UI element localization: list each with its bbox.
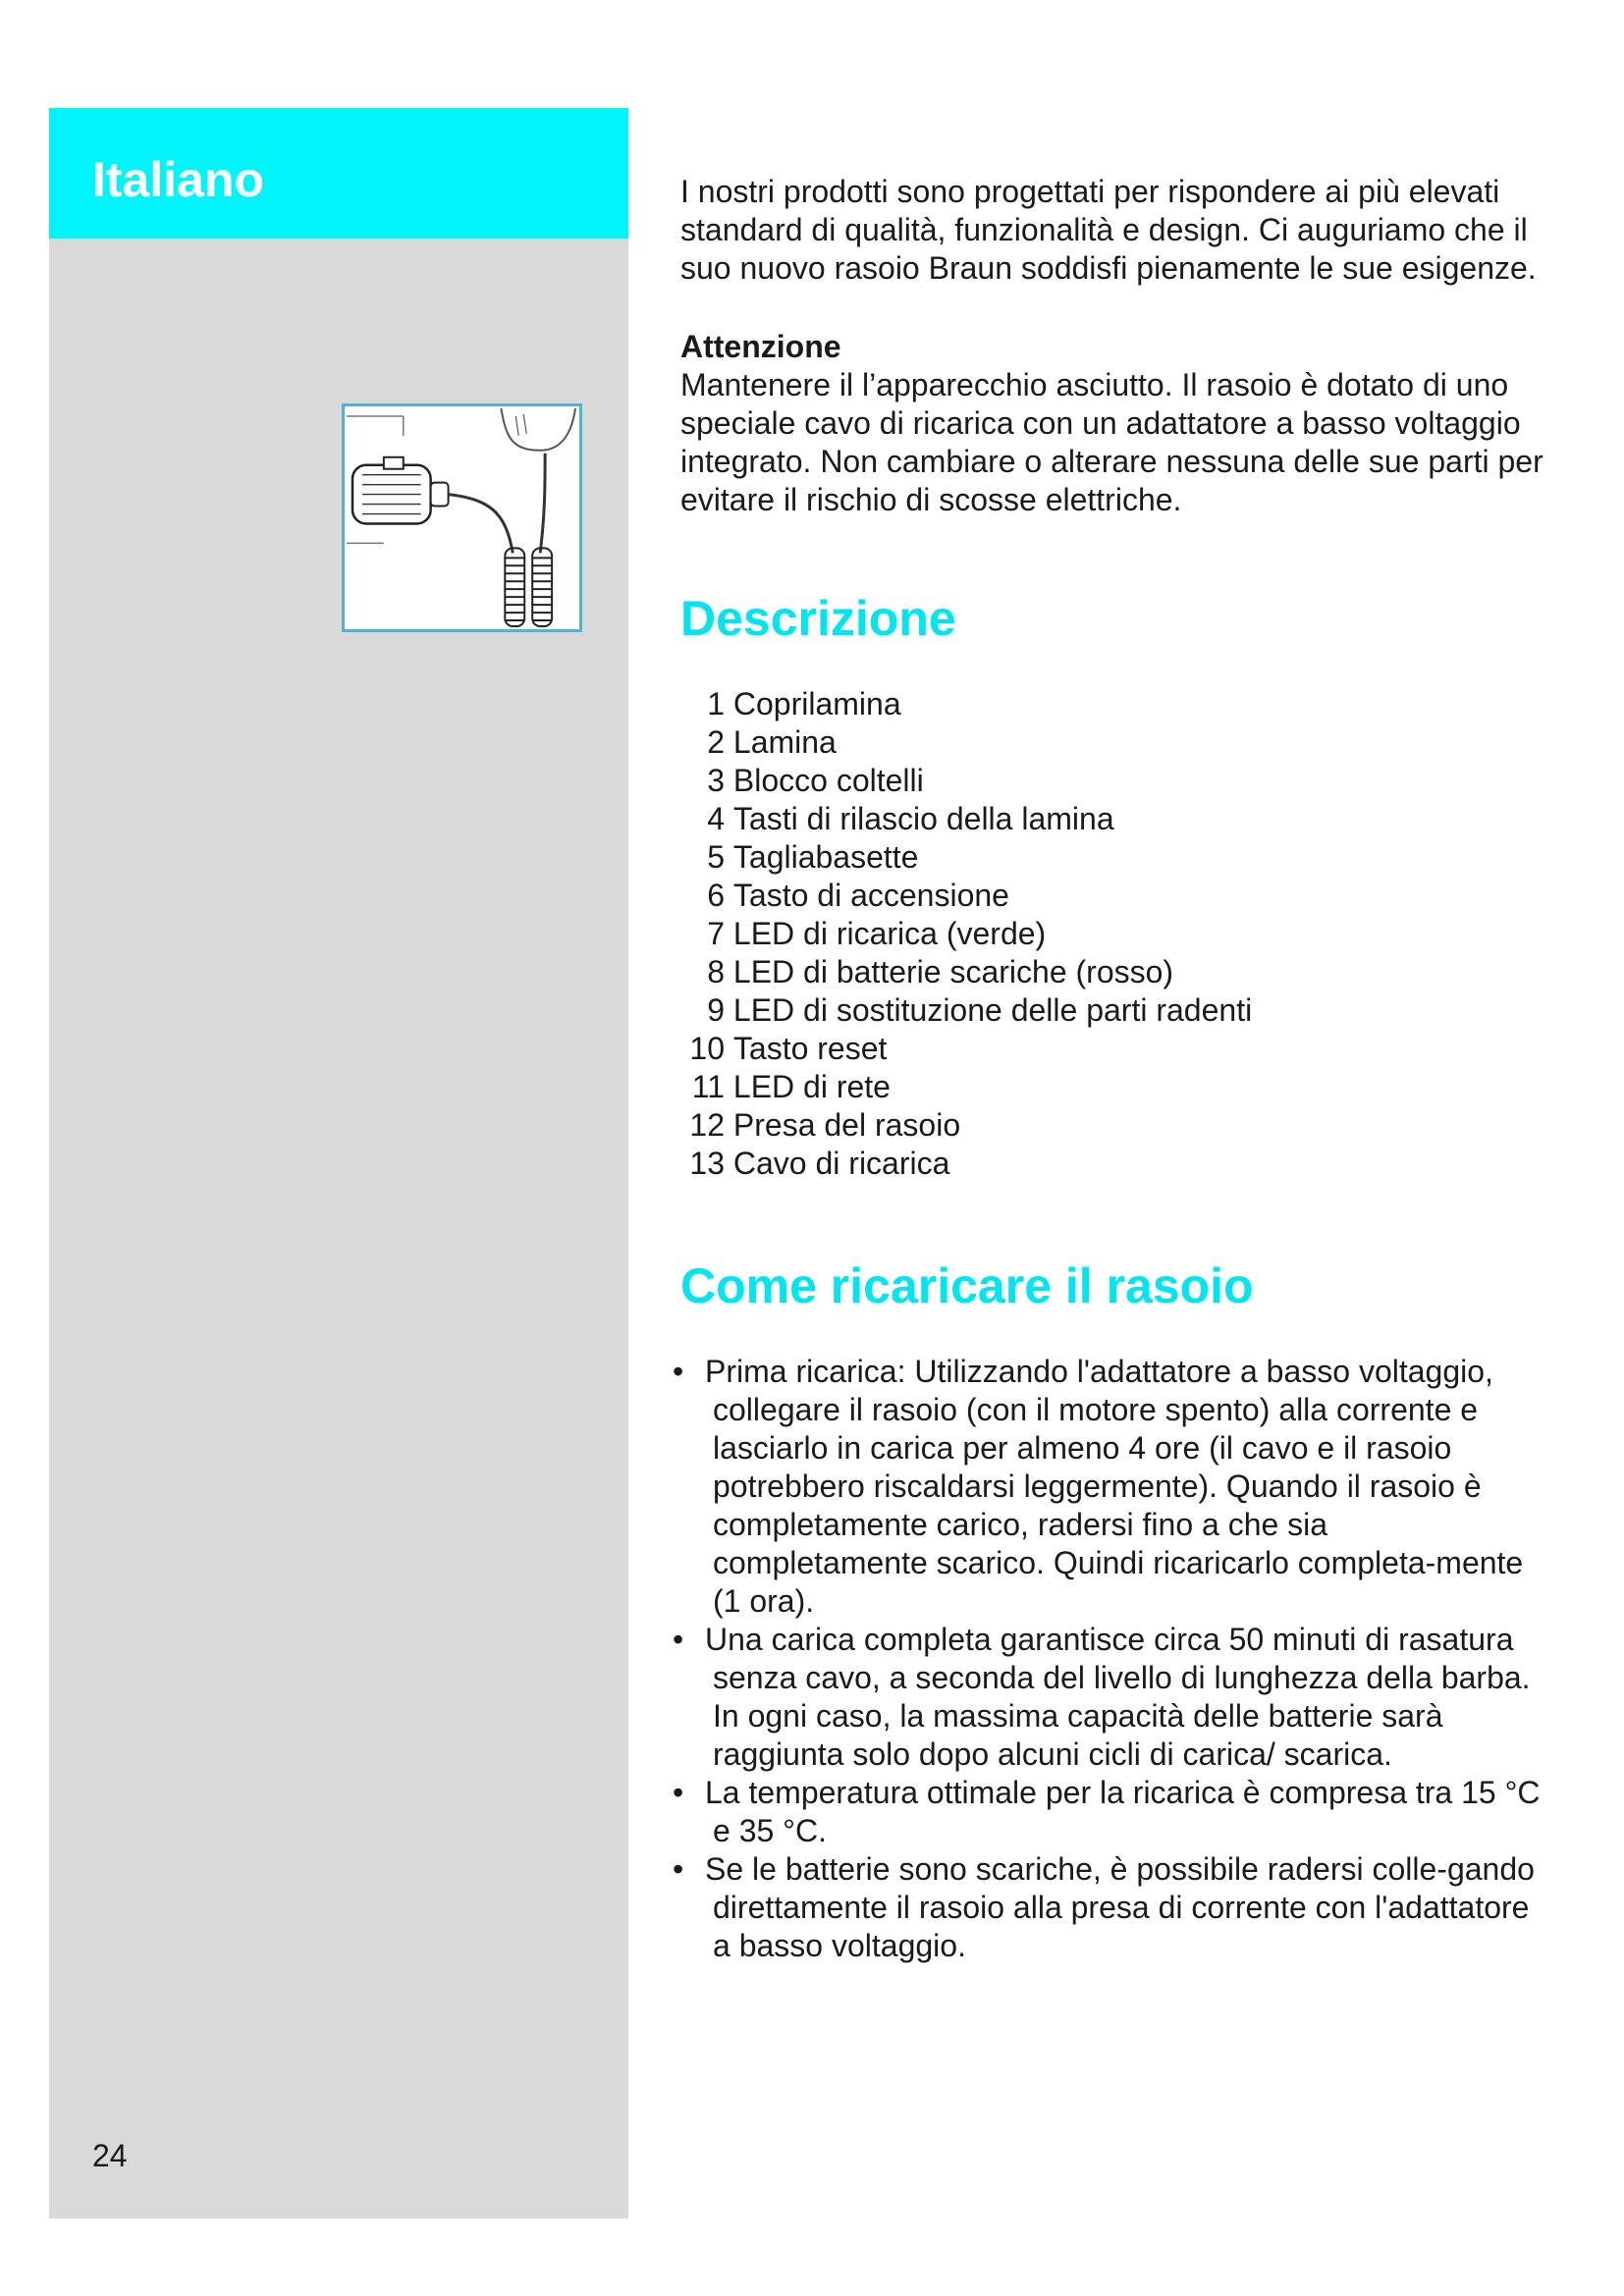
- item-label: LED di batterie scariche (rosso): [732, 954, 1174, 989]
- item-label: Tasto reset: [732, 1031, 888, 1066]
- list-item: [680, 762, 1544, 800]
- item-label: Cavo di ricarica: [732, 1146, 950, 1181]
- charging-bullets: [680, 1353, 1544, 1965]
- list-item: [680, 1068, 1544, 1106]
- item-label: Tasto di accensione: [732, 878, 1009, 913]
- item-number: 6: [707, 878, 725, 913]
- item-label: LED di ricarica (verde): [732, 916, 1047, 951]
- list-item: [680, 1030, 1544, 1068]
- list-item: [680, 685, 1544, 723]
- language-title: Italiano: [92, 152, 265, 207]
- description-list: [680, 685, 1544, 1183]
- list-item: [680, 991, 1544, 1030]
- list-item: [680, 1145, 1544, 1183]
- intro-paragraph: I nostri prodotti sono progettati per rispondere ai più elevati standard di qualità, funzionalità e design. Ci auguriamo che il suo nuovo rasoio Braun soddisfi pienamente le sue esigenze.: [680, 174, 1537, 286]
- bullet-item: [680, 1850, 1544, 1965]
- item-number: 11: [691, 1069, 725, 1104]
- item-label: Tasti di rilascio della lamina: [732, 801, 1114, 836]
- charging-cord-illustration: [342, 403, 582, 632]
- bullet-text: Prima ricarica: Utilizzando l'adattatore a basso voltaggio, collegare il rasoio (con il motore spento) alla corrente e lasciarlo in carica per almeno 4 ore (il cavo e il rasoio potrebbero riscaldarsi leggermente). Quando il rasoio è completamente carico, radersi fino a che sia completamente scarico. Quindi ricaricarlo completa-mente (1 ora).: [705, 1354, 1524, 1619]
- description-title: Descrizione: [680, 591, 956, 646]
- item-label: Coprilamina: [732, 686, 901, 721]
- sidebar: [49, 108, 628, 2218]
- plug-and-cord-drawing: [345, 406, 579, 629]
- item-number: 5: [707, 839, 725, 875]
- bullet-text: La temperatura ottimale per la ricarica è compresa tra 15 °C e 35 °C.: [705, 1775, 1541, 1848]
- list-item: [680, 877, 1544, 915]
- item-label: Blocco coltelli: [732, 763, 924, 798]
- list-item: [680, 723, 1544, 762]
- item-number: 12: [689, 1107, 725, 1143]
- page-number: 24: [92, 2138, 128, 2173]
- list-item: [680, 953, 1544, 991]
- item-number: 2: [707, 724, 725, 760]
- list-item: [680, 838, 1544, 877]
- item-number: 10: [689, 1031, 725, 1066]
- item-label: Lamina: [732, 724, 837, 760]
- bullet-item: [680, 1774, 1544, 1850]
- item-number: 9: [707, 992, 725, 1028]
- list-item: [680, 800, 1544, 838]
- warning-heading: Attenzione: [680, 329, 841, 364]
- item-number: 8: [707, 954, 725, 989]
- item-number: 3: [707, 763, 725, 798]
- item-number: 7: [707, 916, 725, 951]
- item-number: 13: [689, 1146, 725, 1181]
- warning-text: Mantenere il l’apparecchio asciutto. Il rasoio è dotato di uno speciale cavo di ricarica con un adattatore a basso voltaggio integrato. Non cambiare o alterare nessuna delle sue parti per evitare il rischio di scosse elettriche.: [680, 367, 1543, 517]
- item-label: Presa del rasoio: [732, 1107, 961, 1143]
- item-label: Tagliabasette: [732, 839, 919, 875]
- item-number: 1: [707, 686, 725, 721]
- item-label: LED di sostituzione delle parti radenti: [732, 992, 1253, 1028]
- main-content: [680, 173, 1544, 1965]
- item-label: LED di rete: [732, 1069, 891, 1104]
- charging-title: Come ricaricare il rasoio: [680, 1258, 1254, 1313]
- item-number: 4: [707, 801, 725, 836]
- bullet-text: Se le batterie sono scariche, è possibile radersi colle-gando direttamente il rasoio alla presa di corrente con l'adattatore a basso voltaggio.: [705, 1851, 1535, 1963]
- list-item: [680, 1106, 1544, 1145]
- language-header: [49, 108, 628, 239]
- bullet-item: [680, 1621, 1544, 1774]
- list-item: [680, 915, 1544, 953]
- bullet-item: [680, 1353, 1544, 1621]
- bullet-text: Una carica completa garantisce circa 50 minuti di rasatura senza cavo, a seconda del livello di lunghezza della barba. In ogni caso, la massima capacità delle batterie sarà raggiunta solo dopo alcuni cicli di carica/ scarica.: [705, 1622, 1531, 1772]
